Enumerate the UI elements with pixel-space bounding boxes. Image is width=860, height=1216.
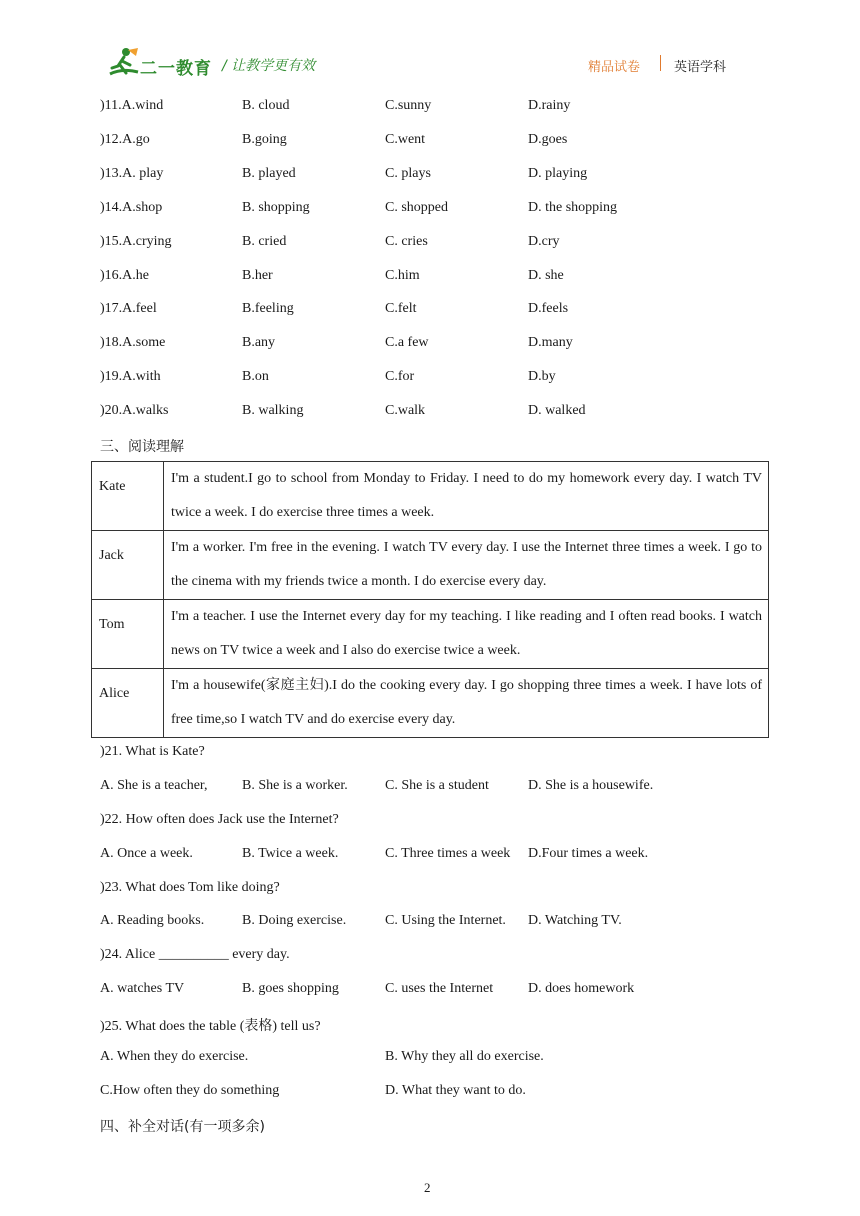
option-c: C.for [385,369,415,384]
option-b: B.her [242,268,273,283]
option-b: B. played [242,166,296,181]
question-23-stem: )23. What does Tom like doing? [100,880,280,895]
option-d: D. playing [528,166,588,181]
option-d: D. What they want to do. [385,1083,526,1098]
question-stem: )15.A.crying [100,234,172,249]
question-stem: )11.A.wind [100,98,164,113]
option-b: B. She is a worker. [242,778,348,793]
question-stem: )13.A. play [100,166,164,181]
page-header [0,0,860,92]
option-d: D. walked [528,403,586,418]
table-row [92,669,769,738]
option-a: A. Once a week. [100,846,193,861]
person-name: Kate [92,462,164,531]
option-c: C. Three times a week [385,846,511,861]
option-b: B.on [242,369,269,384]
slogan: / 让教学更有效 [222,58,316,74]
option-b: B.feeling [242,301,294,316]
option-c: C. cries [385,234,428,249]
question-stem: )16.A.he [100,268,149,283]
option-b: B. shopping [242,200,310,215]
question-stem: )14.A.shop [100,200,163,215]
option-d: D.feels [528,301,569,316]
option-d: D.goes [528,132,568,147]
option-d: D. the shopping [528,200,618,215]
option-a: A. When they do exercise. [100,1049,249,1064]
person-name: Tom [92,600,164,669]
question-21-stem: )21. What is Kate? [100,744,205,759]
option-c: C.a few [385,335,429,350]
option-d: D.cry [528,234,560,249]
question-22-stem: )22. How often does Jack use the Internet? [100,812,339,827]
option-d: D.by [528,369,556,384]
option-b: B. Why they all do exercise. [385,1049,544,1064]
person-description: I'm a teacher. I use the Internet every day for my teaching. I like reading and I often read books. I watch news on TV twice a week and I also do exercise twice a week. [164,600,769,669]
person-name: Jack [92,531,164,600]
header-tag-premium: 精品试卷 [588,60,641,75]
person-description: I'm a student.I go to school from Monday to Friday. I need to do my homework every day. I watch TV twice a week. I do exercise three times a week. [164,462,769,531]
option-d: D.Four times a week. [528,846,649,861]
option-d: D. does homework [528,981,635,996]
option-c: C. uses the Internet [385,981,494,996]
option-b: B.any [242,335,276,350]
option-b: B. walking [242,403,304,418]
runner-logo-icon [104,46,144,80]
option-c: C. plays [385,166,431,181]
logo [104,46,214,80]
option-b: B.going [242,132,287,147]
table-row [92,531,769,600]
header-tag-subject: 英语学科 [674,60,727,75]
option-c: C. She is a student [385,778,489,793]
question-stem: )20.A.walks [100,403,169,418]
option-d: D.many [528,335,573,350]
header-divider [660,55,661,71]
question-stem: )17.A.feel [100,301,157,316]
option-b: B. cried [242,234,287,249]
question-25-stem: )25. What does the table (表格) tell us? [100,1019,321,1034]
option-c: C.sunny [385,98,432,113]
logo-text: 二一教育 [140,59,212,79]
question-stem: )19.A.with [100,369,161,384]
question-stem: )12.A.go [100,132,150,147]
option-c: C.him [385,268,420,283]
option-d: D. she [528,268,564,283]
question-stem: )18.A.some [100,335,166,350]
option-c: C.went [385,132,426,147]
option-d: D. Watching TV. [528,913,622,928]
person-description: I'm a housewife(家庭主妇).I do the cooking every day. I go shopping three times a week. I have lots of free time,so I watch TV and do exercise every day. [164,669,769,738]
option-c: C.How often they do something [100,1083,280,1098]
option-c: C. Using the Internet. [385,913,506,928]
option-a: A. watches TV [100,981,185,996]
option-b: B. Doing exercise. [242,913,347,928]
option-c: C. shopped [385,200,448,215]
person-name: Alice [92,669,164,738]
option-a: A. She is a teacher, [100,778,208,793]
table-row [92,462,769,531]
table-row [92,600,769,669]
question-24-stem: )24. Alice __________ every day. [100,947,290,962]
option-c: C.felt [385,301,417,316]
section-title-reading: 三、阅读理解 [100,439,184,455]
option-b: B. cloud [242,98,290,113]
person-description: I'm a worker. I'm free in the evening. I watch TV every day. I use the Internet three times a week. I go to the cinema with my friends twice a month. I do exercise every day. [164,531,769,600]
option-d: D. She is a housewife. [528,778,654,793]
option-c: C.walk [385,403,426,418]
option-a: A. Reading books. [100,913,205,928]
option-b: B. Twice a week. [242,846,339,861]
reading-table [91,461,769,738]
option-b: B. goes shopping [242,981,339,996]
section-title-dialogue: 四、补全对话(有一项多余) [100,1119,265,1135]
page-number: 2 [424,1180,431,1195]
option-d: D.rainy [528,98,571,113]
